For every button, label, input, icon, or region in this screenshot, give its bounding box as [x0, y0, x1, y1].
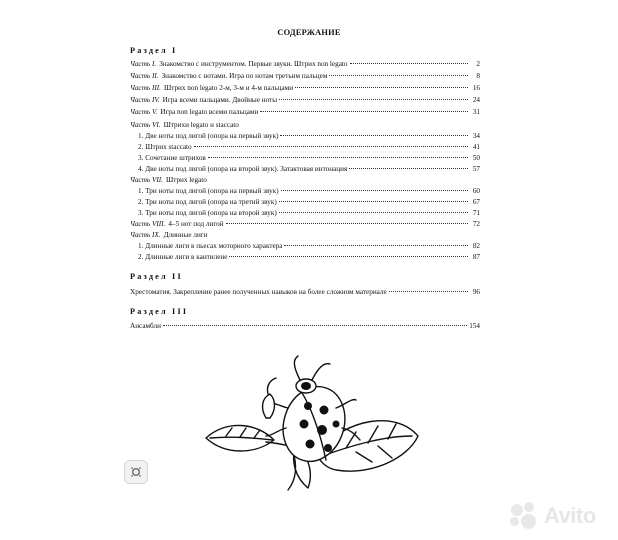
toc-entry	[130, 242, 480, 252]
toc-page-number: 82	[472, 242, 480, 250]
toc-page-number: 50	[472, 154, 480, 162]
toc-leader-dots	[349, 168, 468, 169]
visual-search-icon[interactable]	[124, 460, 148, 484]
toc-entry-text: 3. Сочетание штрихов	[138, 154, 206, 162]
section-heading-2: Раздел II	[130, 272, 183, 281]
toc-entry	[130, 108, 480, 118]
toc-entry	[130, 165, 480, 175]
toc-entry-text: Штрих non legato 2-м, 3-м и 4-м пальцами	[163, 84, 294, 92]
toc-page-number: 34	[472, 132, 480, 140]
toc-leader-dots	[260, 111, 468, 112]
toc-entry-text: 2. Штрих staccato	[138, 143, 192, 151]
toc-entry-text: 3. Три ноты под лигой (опора на второй звук)	[138, 209, 277, 217]
toc-leader-dots	[281, 190, 468, 191]
toc-entry	[130, 288, 480, 298]
toc-entry	[130, 121, 480, 131]
toc-part-label: Часть IV.	[130, 96, 160, 104]
toc-page-number: 96	[472, 288, 480, 296]
toc-entry-text: Длинные лиги	[163, 231, 208, 239]
toc-leader-dots	[229, 256, 468, 257]
toc-page-number: 71	[472, 209, 480, 217]
toc-leader-dots	[208, 157, 468, 158]
toc-entry	[130, 143, 480, 153]
toc-leader-dots	[350, 63, 469, 64]
toc-part-label: Часть II.	[130, 72, 159, 80]
toc-entry	[130, 209, 480, 219]
toc-entry	[130, 132, 480, 142]
toc-entry-text: 1. Три ноты под лигой (опора на первый звук)	[138, 187, 279, 195]
toc-page-number: 72	[472, 220, 480, 228]
toc-entry-text: Хрестоматия. Закрепление ранее полученных навыков на более сложном материале	[130, 288, 387, 296]
avito-logo-icon	[510, 502, 538, 530]
toc-entry	[130, 154, 480, 164]
toc-entry-text: 1. Две ноты под лигой (опора на первый звук)	[138, 132, 279, 140]
toc-entry-text: 2. Три ноты под лигой (опора на третий звук)	[138, 198, 277, 206]
document-page	[118, 20, 500, 490]
toc-entry	[130, 187, 480, 197]
toc-entry-text: Штрих legato	[165, 176, 207, 184]
toc-part-label: Часть VIII.	[130, 220, 166, 228]
toc-leader-dots	[279, 212, 468, 213]
toc-entry-text: 2. Длинные лиги в кантилене	[138, 253, 228, 261]
toc-leader-dots	[295, 87, 468, 88]
toc-entry-text: Знакомство с инструментом. Первые звуки. Штрих non legato	[159, 60, 348, 68]
toc-entry	[130, 60, 480, 70]
toc-entry	[130, 231, 480, 241]
watermark-text: Avito	[544, 503, 596, 528]
toc-entry	[130, 96, 480, 106]
page-title: СОДЕРЖАНИЕ	[277, 28, 341, 37]
toc-entry	[130, 253, 480, 263]
ladybug-on-leaf-drawing	[196, 348, 426, 493]
toc-entry	[130, 220, 480, 230]
toc-page-number: 87	[472, 253, 480, 261]
toc-page-number: 31	[472, 108, 480, 116]
toc-part-label: Часть I.	[130, 60, 157, 68]
toc-entry	[130, 176, 480, 186]
toc-leader-dots	[279, 99, 468, 100]
visual-search-icon-glyph	[130, 466, 142, 478]
toc-entry	[130, 322, 480, 332]
toc-entry	[130, 72, 480, 82]
toc-entry	[130, 84, 480, 94]
toc-part-label: Часть V.	[130, 108, 158, 116]
toc-page-number: 2	[476, 60, 480, 68]
toc-part-label: Часть IX.	[130, 231, 161, 239]
section-heading-3: Раздел III	[130, 307, 189, 316]
toc-leader-dots	[279, 201, 468, 202]
toc-page-number: 24	[472, 96, 480, 104]
toc-leader-dots	[194, 146, 468, 147]
toc-page-number: 8	[476, 72, 480, 80]
toc-leader-dots	[389, 291, 468, 292]
toc-entry-text: Игра non legato всеми пальцами	[160, 108, 259, 116]
toc-page-number: 57	[472, 165, 480, 173]
toc-page-number: 154	[469, 322, 480, 330]
toc-entry-text: 4–5 нот под лигой	[168, 220, 224, 228]
avito-watermark	[510, 498, 610, 534]
toc-page-number: 60	[472, 187, 480, 195]
toc-page-number: 67	[472, 198, 480, 206]
toc-leader-dots	[163, 325, 467, 326]
toc-entry-text: 1. Длинные лиги в пьесах моторного характера	[138, 242, 283, 250]
toc-entry	[130, 198, 480, 208]
toc-entry-text: Ансамбли	[130, 322, 161, 330]
toc-page-number: 41	[472, 143, 480, 151]
toc-entry-text: 4. Две ноты под лигой (опора на второй звук). Затактовая интонация	[138, 165, 348, 173]
toc-leader-dots	[284, 245, 468, 246]
toc-entry-text: Игра всеми пальцами. Двойные ноты	[162, 96, 278, 104]
toc-leader-dots	[226, 223, 468, 224]
toc-entry-text: Штрихи legato и staccato	[163, 121, 239, 129]
toc-part-label: Часть VII.	[130, 176, 163, 184]
toc-part-label: Часть VI.	[130, 121, 161, 129]
toc-part-label: Часть III.	[130, 84, 161, 92]
toc-leader-dots	[280, 135, 468, 136]
toc-leader-dots	[329, 75, 468, 76]
toc-page-number: 16	[472, 84, 480, 92]
section-heading-1: Раздел I	[130, 46, 178, 55]
toc-entry-text: Знакомство с нотами. Игра по нотам третьим пальцем	[161, 72, 328, 80]
